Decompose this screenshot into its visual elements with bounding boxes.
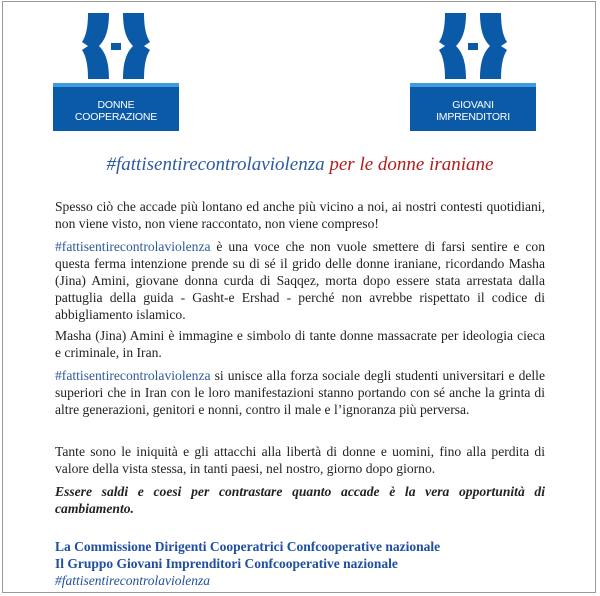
paragraph-text: è una voce che non vuole smettere di farsi sentire e con questa ferma intenzione prende su di sé il grido delle donne iraniane, ricordando Masha (Jina) Amini, giovane donna curda di Saqqez, morta dopo essere stata arrestata dalla pattuglia della guida - Gasht-e Ershad - perché non avrebbe rispettato il codice di abbigliamento islamico.: [55, 239, 545, 322]
hashtag-link: #fattisentirecontrolaviolenza: [55, 368, 211, 383]
logo-box: [53, 83, 179, 131]
headline-text: per le donne iraniane: [324, 154, 494, 175]
paragraph-3: [55, 327, 545, 361]
paragraph-1: [55, 198, 545, 232]
paragraph-text: Masha (Jina) Amini è immagine e simbolo di tante donne massacrate per ideologia cieca e criminale, in Iran.: [55, 328, 545, 360]
paragraph-text: Spesso ciò che accade più lontano ed anche più vicino a noi, ai nostri contesti quotidiani, non viene visto, non viene raccontato, non viene compreso!: [55, 199, 545, 231]
signature: [55, 538, 545, 589]
signature-hashtag: #fattisentirecontrolaviolenza: [55, 573, 210, 588]
logo-line: COOPERAZIONE: [74, 111, 158, 123]
confcooperative-mark-icon: [410, 13, 536, 83]
paragraph-6: [55, 483, 545, 517]
paragraph-4: [55, 367, 545, 418]
confcooperative-mark-icon: [53, 13, 179, 83]
signature-line: La Commissione Dirigenti Cooperatrici Confcooperative nazionale: [55, 539, 441, 554]
headline-hashtag: #fattisentirecontrolaviolenza: [106, 154, 325, 175]
paragraph-2: [55, 238, 545, 323]
paragraph-text: Essere saldi e coesi per contrastare quanto accade è la vera opportunità di cambiamento.: [55, 484, 545, 516]
paragraph-text: Tante sono le iniquità e gli attacchi alla libertà di donne e uomini, fino alla perdita di valore della vista stessa, in tanti paesi, nel nostro, giorno dopo giorno.: [55, 444, 545, 476]
logo-line: DONNE: [97, 99, 135, 111]
page-title: [0, 154, 600, 176]
paragraph-text: si unisce alla forza sociale degli studenti universitari e delle superiori che in Iran con le loro manifestazioni stanno portando con sé anche la grinta di altre generazioni, genitori e nonni, contro il male e l’ignoranza più perversa.: [55, 368, 545, 417]
signature-line: Il Gruppo Giovani Imprenditori Confcooperative nazionale: [55, 556, 398, 571]
logo-box: [410, 83, 536, 131]
logo-line: IMPRENDITORI: [436, 111, 510, 123]
hashtag-link: #fattisentirecontrolaviolenza: [55, 239, 211, 254]
paragraph-5: [55, 443, 545, 477]
logo-line: GIOVANI: [452, 99, 494, 111]
